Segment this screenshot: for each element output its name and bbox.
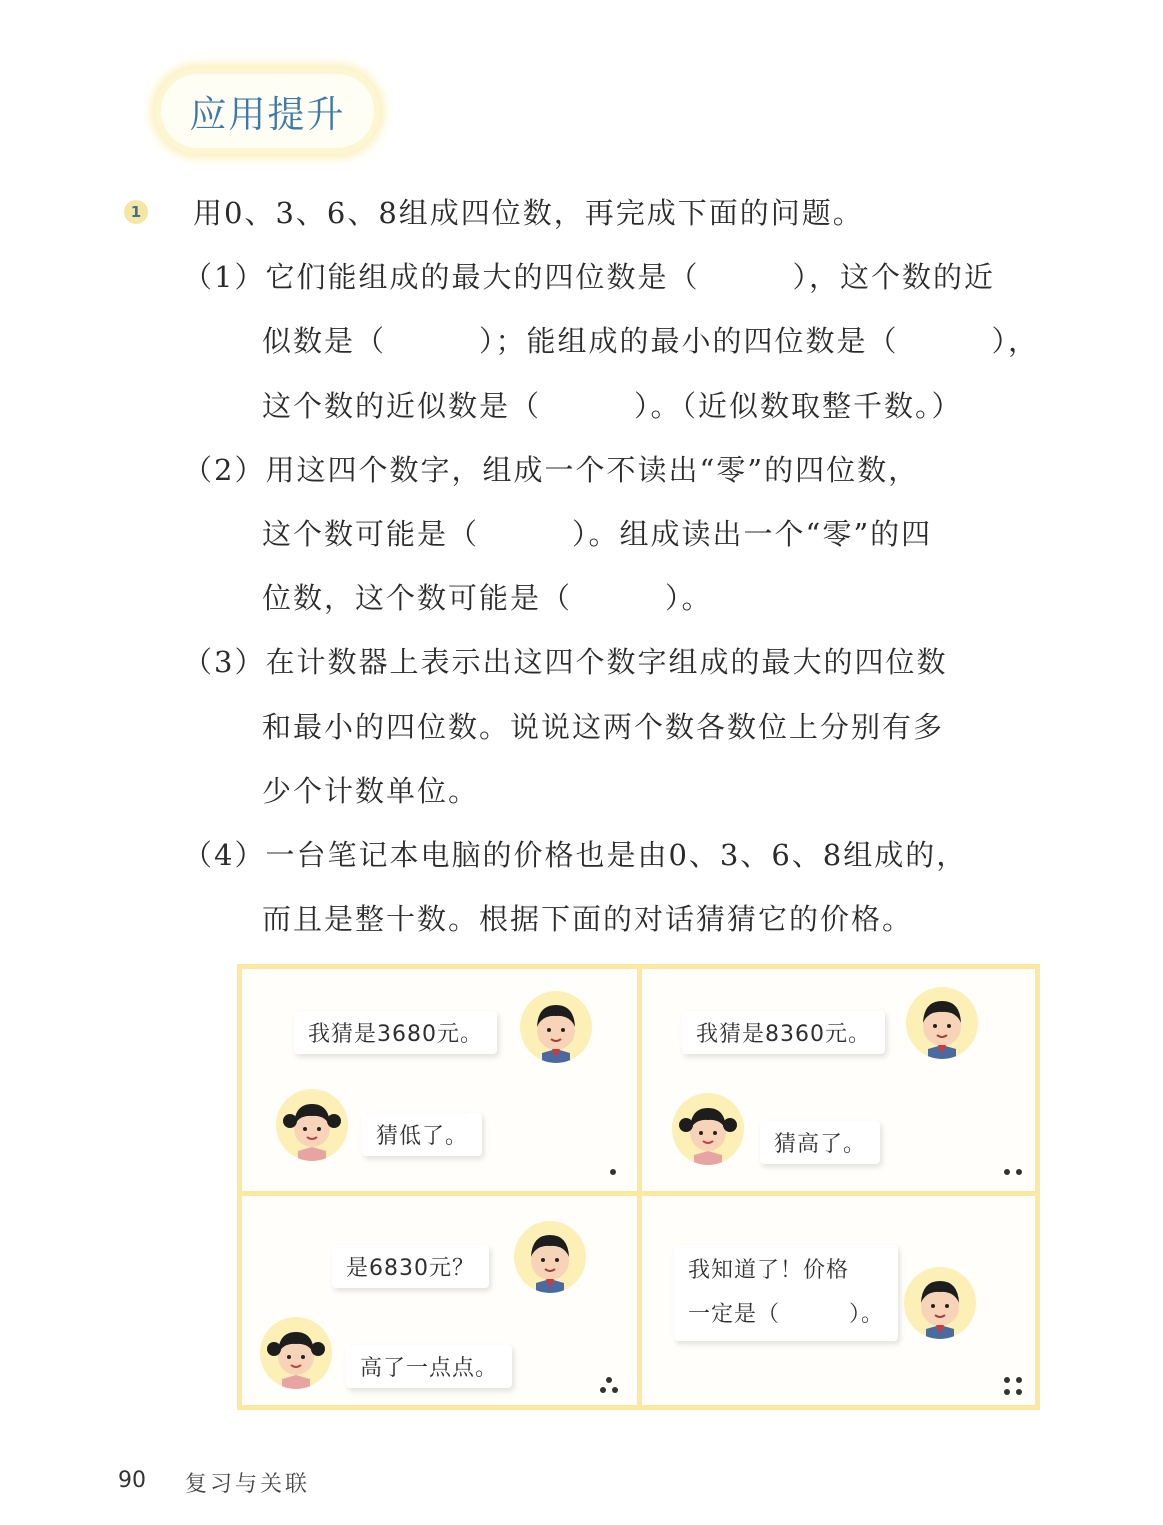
girl-speech-bubble: 高了一点点。 xyxy=(346,1345,512,1388)
bubble-line: 我知道了！价格 xyxy=(688,1258,850,1283)
girl-avatar xyxy=(276,1089,348,1161)
girl-speech-bubble: 猜低了。 xyxy=(362,1113,482,1156)
section-title-badge xyxy=(155,68,380,154)
dialogue-panels xyxy=(237,964,1040,1410)
question-line: （4）一台笔记本电脑的价格也是由0、3、6、8组成的， xyxy=(183,838,968,872)
question-line: 和最小的四位数。说说这两个数各数位上分别有多 xyxy=(262,710,945,744)
page-number: 90 xyxy=(118,1468,146,1493)
boy-avatar xyxy=(514,1221,586,1293)
girl-speech-bubble: 猜高了。 xyxy=(760,1121,880,1164)
boy-speech-bubble: 我猜是8360元。 xyxy=(682,1011,885,1054)
question-line: （2）用这四个数字，组成一个不读出“零”的四位数， xyxy=(183,453,920,487)
question-line: 位数，这个数可能是（ ）。 xyxy=(262,581,713,615)
question-line: 少个计数单位。 xyxy=(262,774,480,808)
question-line: （1）它们能组成的最大的四位数是（ ），这个数的近 xyxy=(183,260,995,294)
question-line: （3）在计数器上表示出这四个数字组成的最大的四位数 xyxy=(183,645,948,679)
question-line: 而且是整十数。根据下面的对话猜猜它的价格。 xyxy=(262,902,914,936)
chapter-title: 复习与关联 xyxy=(185,1472,311,1497)
question-stem: 用0、3、6、8组成四位数，再完成下面的问题。 xyxy=(193,196,864,230)
question-line: 这个数的近似数是（ ）。（近似数取整千数。） xyxy=(262,389,963,423)
question-line: 这个数可能是（ ）。组成读出一个“零”的四 xyxy=(262,517,933,551)
section-title: 应用提升 xyxy=(189,93,346,136)
boy-avatar xyxy=(520,991,592,1063)
boy-speech-bubble: 我猜是3680元。 xyxy=(294,1011,497,1054)
boy-speech-bubble xyxy=(674,1245,898,1341)
panel-divider xyxy=(242,1191,1035,1196)
boy-avatar xyxy=(906,987,978,1059)
question-number-badge: 1 xyxy=(124,200,148,224)
girl-avatar xyxy=(672,1093,744,1165)
question-line: 似数是（ ）；能组成的最小的四位数是（ ）， xyxy=(262,324,1040,358)
boy-speech-bubble: 是6830元？ xyxy=(332,1245,489,1288)
girl-avatar xyxy=(260,1317,332,1389)
bubble-line: 一定是（ ）。 xyxy=(688,1302,885,1327)
boy-avatar xyxy=(904,1267,976,1339)
panel-divider xyxy=(637,969,642,1405)
